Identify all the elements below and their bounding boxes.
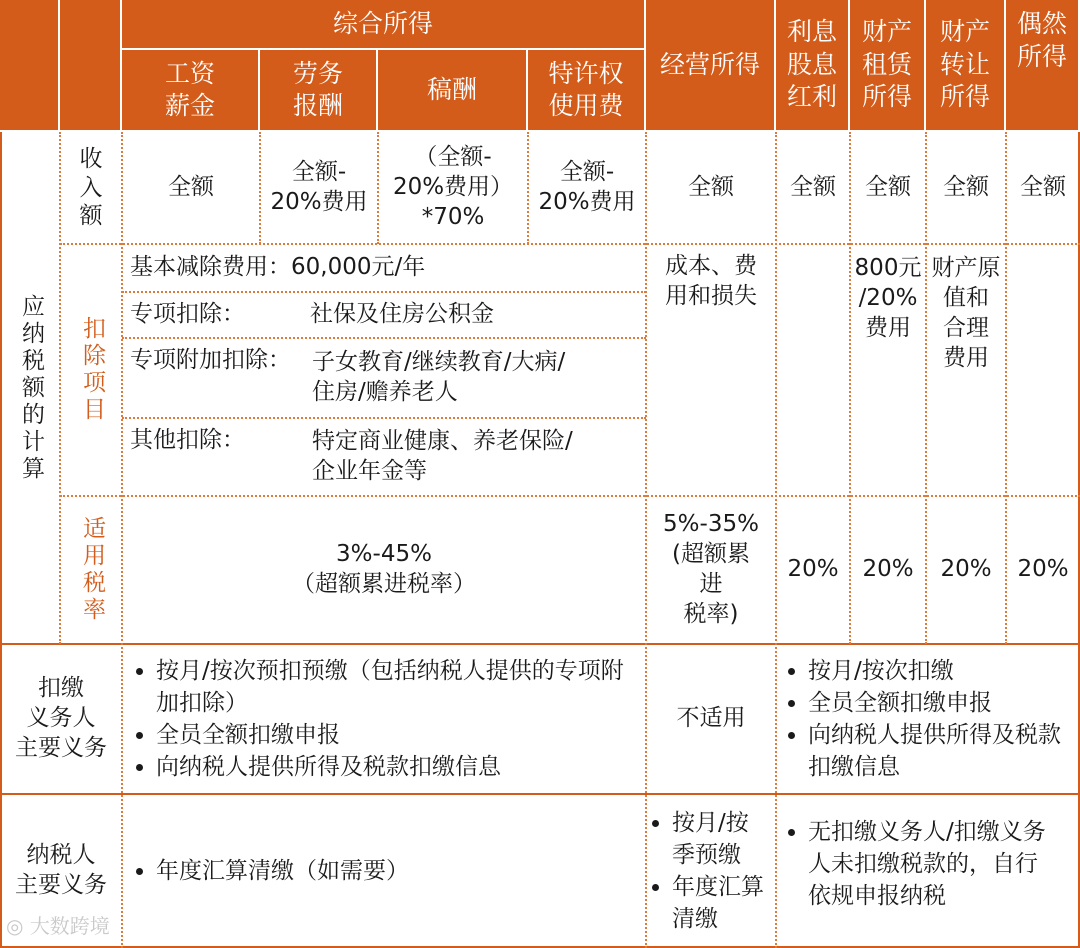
income-lease: 全额 [865, 174, 911, 201]
taxpayer-business [646, 794, 776, 948]
rate-transfer: 20% [940, 556, 992, 583]
grid-line [377, 132, 379, 244]
list-item: • 全员全额扣缴申报 [156, 719, 646, 751]
taxpayer-composite-list [130, 855, 409, 887]
grid-line [849, 132, 851, 644]
rate-business: 5%-35% (超额累 进 税率) [663, 511, 759, 627]
header-franchise: 特许权 使用费 [528, 50, 646, 132]
withholding-other [776, 644, 1080, 794]
grid-line [259, 132, 261, 244]
deduction-label [60, 244, 122, 496]
header-corner-right [60, 0, 122, 132]
taxpayer-business-list [650, 807, 768, 936]
header-interest: 利息 股息 红利 [776, 0, 850, 132]
deduction-business: 成本、费 用和损失 [665, 253, 757, 309]
withholding-composite-list [130, 655, 646, 784]
list-item: • 向纳税人提供所得及税款扣缴信息 [156, 751, 646, 783]
deduction-additional-title: 专项附加扣除： [130, 347, 291, 373]
income-franchise: 全额- 20%费用 [538, 159, 636, 215]
grid-line [59, 132, 61, 644]
grid-line [775, 132, 777, 948]
list-item: • 全员全额扣缴申报 [808, 687, 1080, 719]
deduction-lease: 800元 /20% 费用 [854, 255, 922, 341]
header-corner-left [0, 0, 60, 132]
deduction-transfer: 财产原 值和 合理 费用 [931, 255, 1001, 371]
withholding-label: 扣缴 义务人 主要义务 [15, 675, 107, 761]
deduction-additional-value: 子女教育/继续教育/大病/ 住房/赡养老人 [312, 349, 566, 405]
income-manuscript: （全额- 20%费用） *70% [392, 144, 514, 230]
deduction-label-text: 扣除项目 [78, 316, 105, 424]
income-business: 全额 [688, 174, 734, 201]
watermark [6, 910, 110, 939]
list-item: • 无扣缴义务人/扣缴义务人未扣缴税款的，自行依规申报纳税 [808, 816, 1058, 913]
grid-line [122, 337, 646, 339]
income-wage: 全额 [168, 174, 214, 201]
rate-label [60, 496, 122, 644]
list-item: • 按月/按次扣缴 [808, 655, 1080, 687]
calc-label-text: 应纳税额的计算 [17, 293, 44, 483]
grid-line [60, 495, 1080, 497]
header-labor: 劳务 报酬 [260, 50, 378, 132]
watermark-icon: ◎ [6, 914, 30, 938]
grid-line [0, 793, 1080, 795]
rate-lease: 20% [862, 556, 914, 583]
grid-line [527, 132, 529, 244]
withholding-composite [122, 644, 646, 794]
grid-line [1005, 132, 1007, 644]
grid-line [121, 132, 123, 948]
income-transfer: 全额 [943, 174, 989, 201]
rate-incidental: 20% [1017, 556, 1069, 583]
grid-line [122, 291, 646, 293]
income-incidental: 全额 [1020, 174, 1066, 201]
deduction-other-value: 特定商业健康、养老保险/ 企业年金等 [312, 428, 573, 484]
calc-label [0, 132, 60, 644]
grid-line [645, 132, 647, 948]
grid-line [122, 417, 646, 419]
rate-composite: 3%-45% （超额累进税率） [292, 541, 476, 597]
header-wage: 工资 薪金 [122, 50, 260, 132]
header-transfer: 财产 转让 所得 [926, 0, 1006, 132]
deduction-basic: 基本减除费用：60,000元/年 [130, 254, 426, 281]
list-item: • 年度汇算清缴（如需要） [156, 855, 409, 887]
list-item: • 按月/按次预扣预缴（包括纳税人提供的专项附加扣除） [156, 655, 646, 719]
rate-label-text: 适用税率 [78, 516, 105, 624]
taxpayer-other [776, 794, 1080, 948]
taxpayer-other-list [782, 816, 1058, 913]
header-manuscript: 稿酬 [378, 50, 528, 132]
header-business: 经营所得 [646, 0, 776, 132]
list-item: • 向纳税人提供所得及税款扣缴信息 [808, 719, 1080, 783]
taxpayer-label: 纳税人 主要义务 [15, 842, 107, 898]
list-item: • 年度汇算清缴 [672, 871, 768, 935]
income-interest: 全额 [790, 174, 836, 201]
deduction-special-value: 社保及住房公积金 [310, 301, 494, 328]
deduction-special-title: 专项扣除： [130, 301, 245, 328]
list-item: • 按月/按季预缴 [672, 807, 768, 871]
grid-line [0, 132, 2, 948]
grid-line [0, 643, 1080, 645]
withholding-business: 不适用 [676, 705, 746, 732]
grid-line [925, 132, 927, 644]
deduction-interest [776, 244, 850, 496]
header-lease: 财产 租赁 所得 [850, 0, 926, 132]
grid-line [60, 243, 1080, 245]
withholding-other-list [782, 655, 1080, 784]
header-composite: 综合所得 [122, 0, 646, 50]
deduction-other-title: 其他扣除： [130, 427, 245, 453]
income-labor: 全额- 20%费用 [270, 159, 368, 215]
income-label: 收 入 额 [79, 145, 103, 230]
header-incidental: 偶然 所得 [1006, 0, 1080, 132]
taxpayer-composite [122, 794, 646, 948]
rate-interest: 20% [787, 556, 839, 583]
watermark-text: 大数跨境 [29, 914, 110, 938]
